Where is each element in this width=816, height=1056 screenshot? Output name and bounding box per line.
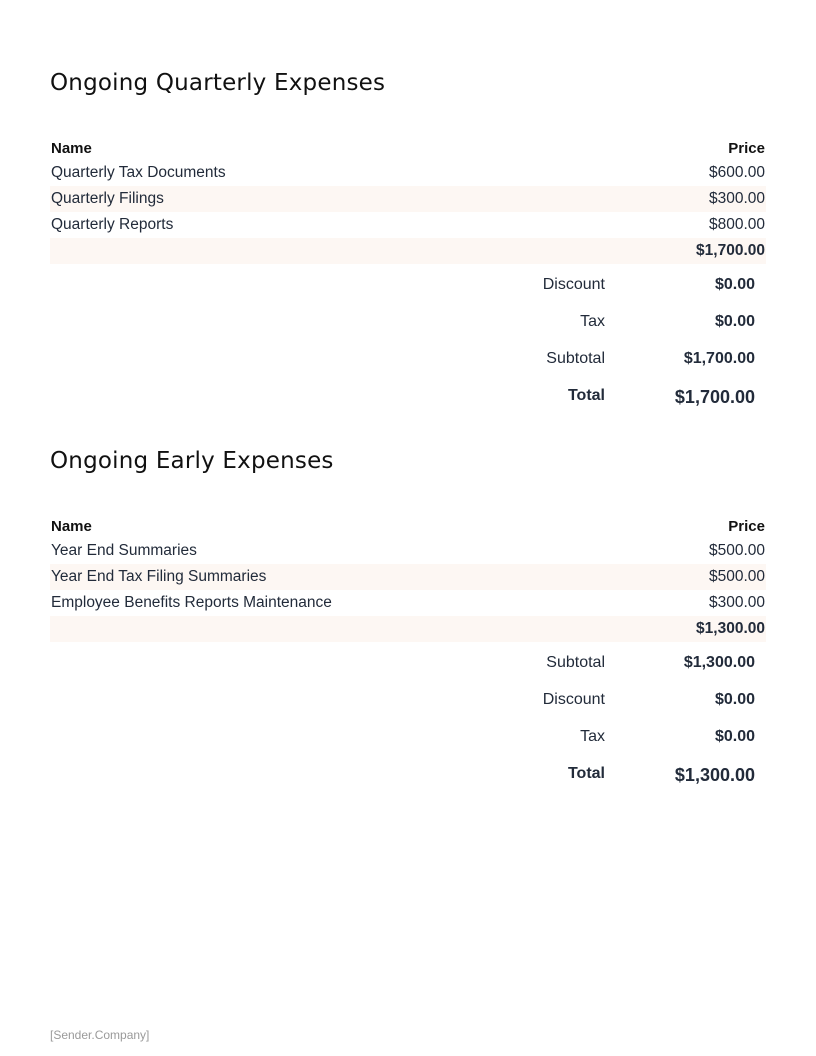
item-price: $800.00 [708,216,765,233]
price-column-header: Price [728,140,765,157]
item-name: Quarterly Tax Documents [51,164,226,181]
expenses-table [50,516,766,642]
summary-block [50,276,766,424]
summary-label: Subtotal [546,350,605,367]
item-name: Quarterly Filings [51,190,164,207]
summary-value: $1,700.00 [674,387,755,407]
tax-line [50,728,766,765]
item-name: Employee Benefits Reports Maintenance [51,594,332,611]
item-price: $600.00 [708,164,765,181]
table-row [50,590,766,616]
table-header [50,138,766,160]
name-column-header: Name [51,518,92,535]
item-price: $500.00 [708,568,765,585]
item-name: Year End Summaries [51,542,197,559]
item-price: $300.00 [708,594,765,611]
table-row [50,186,766,212]
grand-total-line [50,387,766,424]
subtotal-line [50,350,766,387]
summary-label: Subtotal [546,654,605,671]
table-total-value: $1,700.00 [696,242,765,259]
section-title: Ongoing Quarterly Expenses [50,70,386,96]
summary-value: $1,300.00 [683,654,755,671]
item-name: Year End Tax Filing Summaries [51,568,267,585]
quarterly-section [50,70,766,424]
discount-line [50,691,766,728]
summary-value: $1,700.00 [683,350,755,367]
summary-label: Discount [542,276,605,293]
summary-value: $0.00 [714,313,755,330]
table-header [50,516,766,538]
table-row [50,538,766,564]
tax-line [50,313,766,350]
price-column-header: Price [728,518,765,535]
table-total-row [50,616,766,642]
subtotal-line [50,654,766,691]
table-row [50,212,766,238]
item-name: Quarterly Reports [51,216,174,233]
table-row [50,564,766,590]
table-row [50,160,766,186]
item-price: $500.00 [708,542,765,559]
summary-value: $0.00 [714,691,755,708]
item-price: $300.00 [708,190,765,207]
summary-label: Total [567,387,605,404]
summary-value: $0.00 [714,276,755,293]
grand-total-line [50,765,766,802]
discount-line [50,276,766,313]
table-total-row [50,238,766,264]
summary-value: $0.00 [714,728,755,745]
table-total-value: $1,300.00 [696,620,765,637]
summary-label: Total [567,765,605,782]
expenses-table [50,138,766,264]
summary-value: $1,300.00 [674,765,755,785]
early-section [50,448,766,802]
summary-label: Tax [580,313,605,330]
section-title: Ongoing Early Expenses [50,448,334,474]
summary-block [50,654,766,802]
name-column-header: Name [51,140,92,157]
summary-label: Discount [542,691,605,708]
footer-company: [Sender.Company] [50,1028,150,1042]
summary-label: Tax [580,728,605,745]
